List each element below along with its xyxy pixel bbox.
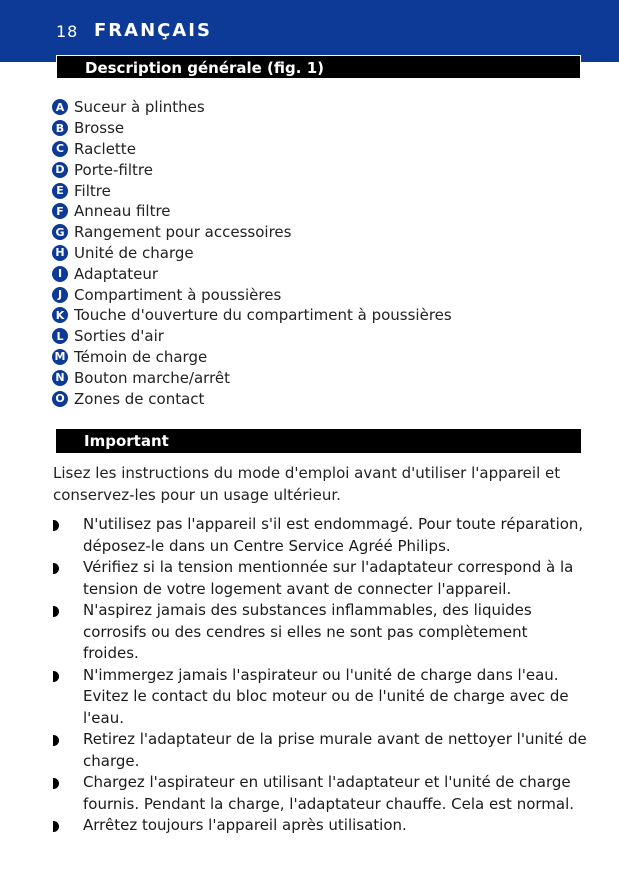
bullet-text: Arrêtez toujours l'appareil après utilisation.	[83, 816, 407, 834]
page-number: 18	[56, 22, 79, 41]
language-title: FRANÇAIS	[94, 20, 212, 41]
letter-badge: M	[52, 349, 68, 365]
letter-badge: H	[52, 245, 68, 261]
legend-item	[52, 284, 452, 305]
legend-item	[52, 347, 452, 368]
bullet-item	[53, 772, 588, 815]
legend-item	[52, 263, 452, 284]
page-header	[0, 0, 619, 62]
legend-label: Adaptateur	[74, 264, 159, 283]
letter-badge: K	[52, 307, 68, 323]
legend-label: Unité de charge	[74, 243, 194, 262]
legend-item	[52, 388, 452, 409]
letter-badge: D	[52, 162, 68, 178]
legend-label: Sorties d'air	[74, 327, 164, 346]
bullet-marker-icon	[53, 778, 59, 789]
letter-badge: C	[52, 141, 68, 157]
bullet-text: Vérifiez si la tension mentionnée sur l'adaptateur correspond à la tension de votre logement avant de connecter l'appareil.	[83, 558, 574, 598]
bullet-text: N'immergez jamais l'aspirateur ou l'unité de charge dans l'eau. Evitez le contact du bloc moteur ou de l'unité de charge avec de l'eau.	[83, 665, 569, 727]
legend-label: Filtre	[74, 181, 111, 200]
legend-item	[52, 180, 452, 201]
bullet-item	[53, 600, 588, 665]
letter-badge: N	[52, 370, 68, 386]
bullet-marker-icon	[53, 735, 59, 746]
bullet-item	[53, 514, 588, 557]
bullet-marker-icon	[53, 563, 59, 574]
legend-item	[52, 222, 452, 243]
legend-label: Suceur à plinthes	[74, 98, 205, 117]
legend-item	[52, 326, 452, 347]
bullet-marker-icon	[53, 671, 59, 682]
legend-label: Porte-filtre	[74, 160, 153, 179]
letter-badge: F	[52, 203, 68, 219]
letter-badge: A	[52, 99, 68, 115]
legend-item	[52, 118, 452, 139]
safety-bullets	[53, 514, 588, 837]
letter-badge: B	[52, 120, 68, 136]
legend-item	[52, 305, 452, 326]
bullet-marker-icon	[53, 606, 59, 617]
bullet-item	[53, 557, 588, 600]
letter-badge: I	[52, 266, 68, 282]
legend-label: Zones de contact	[74, 389, 205, 408]
parts-legend	[52, 97, 452, 409]
letter-badge: E	[52, 183, 68, 199]
legend-label: Rangement pour accessoires	[74, 223, 292, 242]
legend-item	[52, 159, 452, 180]
letter-badge: G	[52, 224, 68, 240]
legend-label: Compartiment à poussières	[74, 285, 282, 304]
legend-item	[52, 367, 452, 388]
bullet-item	[53, 729, 588, 772]
bullet-marker-icon	[53, 821, 59, 832]
section-title-important: Important	[56, 429, 581, 453]
bullet-text: N'utilisez pas l'appareil s'il est endommagé. Pour toute réparation, déposez-le dans un Centre Service Agréé Philips.	[83, 515, 584, 555]
bullet-text: Retirez l'adaptateur de la prise murale avant de nettoyer l'unité de charge.	[83, 730, 587, 770]
letter-badge: L	[52, 328, 68, 344]
legend-item	[52, 139, 452, 160]
bullet-item	[53, 815, 588, 837]
legend-label: Bouton marche/arrêt	[74, 368, 231, 387]
legend-item	[52, 97, 452, 118]
bullet-text: N'aspirez jamais des substances inflammables, des liquides corrosifs ou des cendres si elles ne sont pas complètement froides.	[83, 601, 532, 662]
legend-label: Touche d'ouverture du compartiment à poussières	[74, 306, 452, 325]
bullet-text: Chargez l'aspirateur en utilisant l'adaptateur et l'unité de charge fournis. Pendant la charge, l'adaptateur chauffe. Cela est normal.	[83, 773, 575, 813]
legend-label: Anneau filtre	[74, 202, 171, 221]
bullet-item	[53, 665, 588, 730]
legend-label: Brosse	[74, 119, 125, 138]
section-title-description: Description générale (fig. 1)	[56, 55, 581, 79]
legend-item	[52, 201, 452, 222]
important-intro: Lisez les instructions du mode d'emploi avant d'utiliser l'appareil et conservez-les pour un usage ultérieur.	[53, 464, 561, 504]
legend-item	[52, 243, 452, 264]
letter-badge: O	[52, 391, 68, 407]
letter-badge: J	[52, 287, 68, 303]
bullet-marker-icon	[53, 520, 59, 531]
legend-label: Raclette	[74, 139, 136, 158]
legend-label: Témoin de charge	[74, 347, 208, 366]
